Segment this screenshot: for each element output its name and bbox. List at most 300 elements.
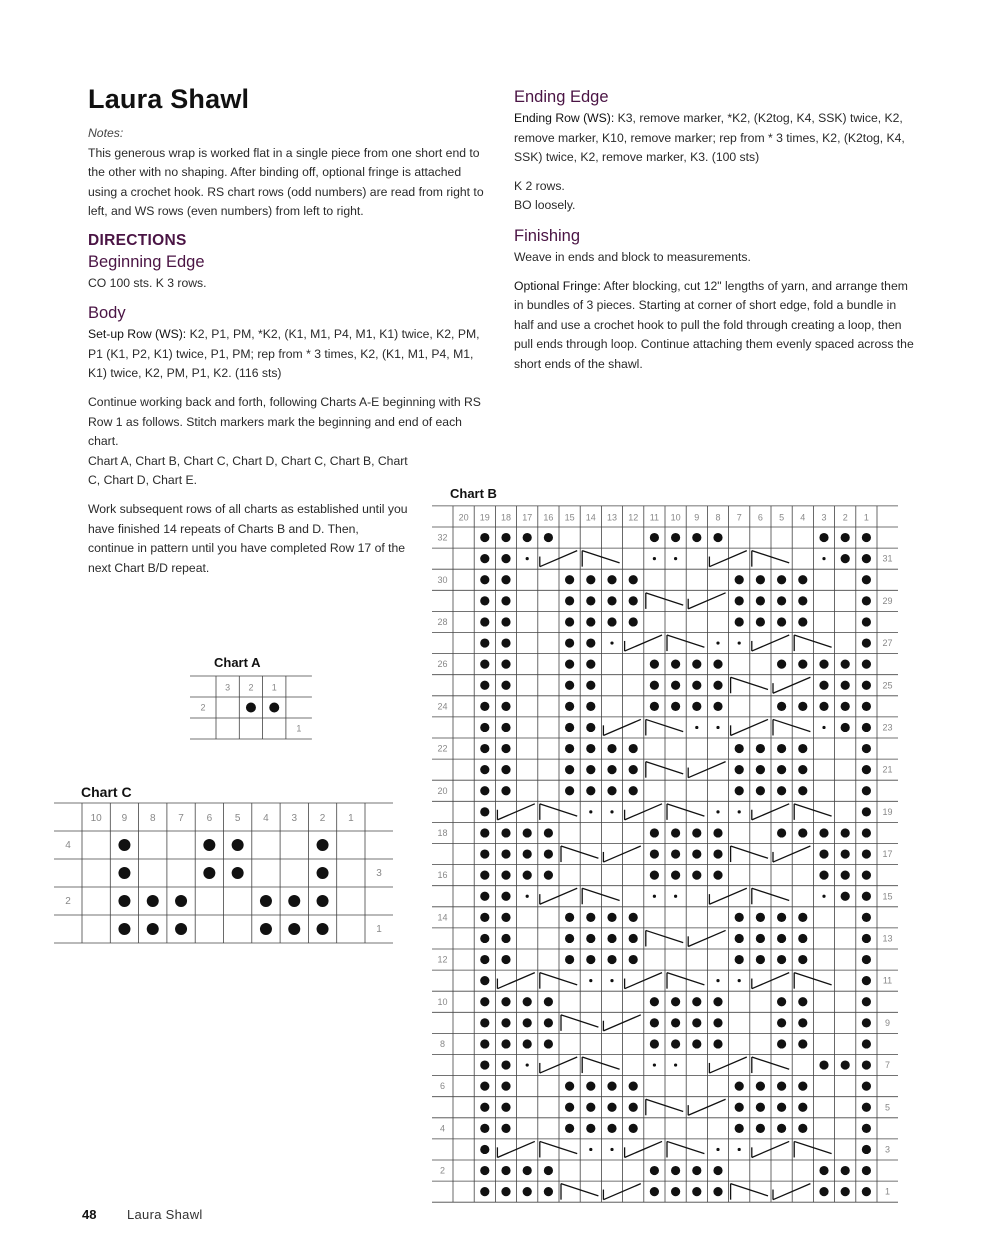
chart-c-col-label: 3 (291, 813, 298, 824)
chart-b-purl-dot (777, 765, 786, 774)
chart-b-purl-dot (841, 533, 850, 542)
chart-b-purl-dot (777, 744, 786, 753)
chart-b-col-label: 13 (606, 512, 618, 523)
chart-b-purl-dot (777, 596, 786, 605)
chart-b-purl-dot (777, 575, 786, 584)
chart-b-purl-dot (777, 997, 786, 1006)
chart-b-purl-dot (565, 913, 574, 922)
chart-b-yo-dot (674, 557, 677, 560)
chart-b-purl-dot (862, 786, 871, 795)
chart-b-purl-dot (565, 702, 574, 711)
chart-b-decrease-slant (773, 846, 810, 862)
chart-b-purl-dot (629, 617, 638, 626)
chart-b-purl-dot (841, 660, 850, 669)
chart-b-purl-dot (819, 681, 828, 690)
chart-b-purl-dot (841, 1060, 850, 1069)
chart-b-col-label: 4 (800, 512, 806, 523)
chart-b-purl-dot (586, 575, 595, 584)
chart-b-purl-dot (501, 828, 510, 837)
chart-b-yo-dot (674, 1063, 677, 1066)
chart-b-decrease-slant (625, 635, 662, 651)
chart-b-purl-dot (480, 1145, 489, 1154)
chart-b-purl-dot (565, 638, 574, 647)
chart-b-row-label: 4 (439, 1123, 446, 1134)
chart-b-purl-dot (862, 828, 871, 837)
chart-c-col-label: 2 (319, 813, 326, 824)
chart-b-purl-dot (798, 955, 807, 964)
chart-b-row-label: 18 (437, 827, 448, 838)
chart-b-yo-dot (738, 979, 741, 982)
chart-c-purl-dot (317, 895, 329, 907)
chart-c-purl-dot (288, 923, 300, 935)
chart-a-col-label: 1 (271, 682, 277, 693)
chart-b-purl-dot (501, 1124, 510, 1133)
chart-a-title: Chart A (214, 655, 261, 670)
chart-b-row-label: 20 (437, 785, 448, 796)
chart-b-purl-dot (480, 1082, 489, 1091)
chart-b-purl-dot (565, 617, 574, 626)
chart-b-yo-dot (526, 895, 529, 898)
chart-b-purl-dot (735, 786, 744, 795)
setup-row-text: K2, P1, PM, *K2, (K1, M1, P4, M1, K1) twice, K2, PM, P1 (K1, P2, K1) twice, P1, PM; rep from * 3 times, K2, (K1, M1, P4, M1, K1) twice, K2, PM, P1, K2. (116 sts) (88, 327, 480, 381)
chart-c-purl-dot (118, 867, 130, 879)
setup-row-label: Set-up Row (WS): (88, 327, 187, 342)
chart-b-purl-dot (501, 871, 510, 880)
chart-b-purl-dot (841, 554, 850, 563)
chart-b-purl-dot (480, 1124, 489, 1133)
running-footer: Laura Shawl (127, 1207, 203, 1222)
chart-b-row-label: 2 (439, 1165, 446, 1176)
chart-b-purl-dot (523, 1187, 532, 1196)
chart-b-yo-dot (695, 726, 698, 729)
chart-b-purl-dot (798, 786, 807, 795)
chart-b-purl-dot (629, 913, 638, 922)
chart-b-purl-dot (862, 976, 871, 985)
chart-b-purl-dot (650, 849, 659, 858)
chart-b-decrease-slant (603, 846, 640, 862)
chart-b-decrease-slant (646, 930, 683, 942)
chart-b-purl-dot (501, 1187, 510, 1196)
chart-b-purl-dot (735, 955, 744, 964)
chart-b-purl-dot (501, 934, 510, 943)
chart-b-purl-dot (756, 596, 765, 605)
chart-b-row-label: 3 (884, 1144, 891, 1155)
chart-b-decrease-slant (688, 762, 725, 778)
chart-b-purl-dot (671, 702, 680, 711)
chart-b-row-label: 27 (882, 638, 893, 649)
chart-b-purl-dot (650, 681, 659, 690)
chart-b-purl-dot (862, 955, 871, 964)
chart-b-purl-dot (735, 617, 744, 626)
chart-b-purl-dot (713, 997, 722, 1006)
chart-b-decrease-slant (561, 1184, 598, 1196)
chart-b-purl-dot (650, 1018, 659, 1027)
chart-b-purl-dot (841, 681, 850, 690)
chart-b-purl-dot (735, 1103, 744, 1112)
chart-b-purl-dot (501, 702, 510, 711)
chart-b-decrease-slant (646, 719, 683, 731)
chart-b-yo-dot (738, 1148, 741, 1151)
chart-b-purl-dot (756, 617, 765, 626)
chart-b-purl-dot (777, 617, 786, 626)
chart-b-purl-dot (671, 849, 680, 858)
chart-b-purl-dot (586, 1082, 595, 1091)
chart-b-decrease-slant (497, 1141, 534, 1157)
chart-b-purl-dot (735, 913, 744, 922)
chart-b-purl-dot (862, 1166, 871, 1175)
chart-b-purl-dot (671, 1039, 680, 1048)
chart-b-decrease-slant (794, 973, 831, 985)
chart-b-yo-dot (610, 810, 613, 813)
chart-b-row-label: 17 (882, 849, 893, 860)
chart-b-row-label: 25 (882, 680, 893, 691)
chart-b-purl-dot (692, 871, 701, 880)
chart-b-decrease-slant (731, 719, 768, 735)
chart-b-yo-dot (716, 979, 719, 982)
chart-b-decrease-slant (561, 1015, 598, 1027)
chart-b-purl-dot (798, 1124, 807, 1133)
chart-b-purl-dot (607, 596, 616, 605)
chart-b-purl-dot (480, 1103, 489, 1112)
chart-b-row-label: 22 (437, 743, 448, 754)
chart-b-decrease-slant (540, 551, 577, 567)
chart-b-yo-dot (716, 810, 719, 813)
chart-a-col-label: 2 (248, 682, 254, 693)
chart-b-purl-dot (862, 723, 871, 732)
chart-b-purl-dot (798, 660, 807, 669)
chart-b-row-label: 30 (437, 574, 448, 585)
chart-b-yo-dot (716, 1148, 719, 1151)
chart-b-decrease-slant (582, 551, 619, 563)
chart-b-col-label: 15 (564, 512, 575, 523)
chart-b-purl-dot (862, 997, 871, 1006)
chart-b-yo-dot (822, 557, 825, 560)
chart-b-purl-dot (480, 997, 489, 1006)
chart-b-purl-dot (671, 1187, 680, 1196)
chart-b-decrease-slant (667, 635, 704, 647)
chart-b-col-label: 17 (522, 512, 533, 523)
chart-b-purl-dot (480, 976, 489, 985)
chart-b-purl-dot (501, 1166, 510, 1175)
chart-b-purl-dot (480, 596, 489, 605)
chart-b-col-label: 19 (479, 512, 490, 523)
chart-b-yo-dot (653, 895, 656, 898)
chart-b-group (432, 506, 898, 1202)
chart-b-purl-dot (586, 786, 595, 795)
chart-b-row-label: 9 (884, 1017, 891, 1028)
chart-b-purl-dot (607, 1082, 616, 1091)
chart-b-purl-dot (501, 596, 510, 605)
chart-b-purl-dot (480, 1187, 489, 1196)
chart-b-purl-dot (735, 1082, 744, 1091)
chart-c-purl-dot (288, 895, 300, 907)
subsequent-text: Work subsequent rows of all charts as established until you have finished 14 repeats of Charts B and D. Then, continue in pattern until you have completed Row 17 of the next Chart B/D repeat. (88, 501, 408, 575)
directions-heading: DIRECTIONS (88, 231, 187, 249)
chart-b-purl-dot (862, 1103, 871, 1112)
chart-b-yo-dot (610, 979, 613, 982)
chart-b-purl-dot (480, 849, 489, 858)
chart-b-purl-dot (565, 723, 574, 732)
chart-b-purl-dot (713, 681, 722, 690)
chart-b-purl-dot (862, 554, 871, 563)
chart-b-purl-dot (862, 660, 871, 669)
chart-b-purl-dot (544, 997, 553, 1006)
chart-c-purl-dot (203, 867, 215, 879)
chart-b-purl-dot (544, 849, 553, 858)
chart-b-purl-dot (607, 765, 616, 774)
fringe-label: Optional Fringe: (514, 278, 601, 293)
chart-b-purl-dot (629, 1082, 638, 1091)
chart-b-purl-dot (586, 638, 595, 647)
chart-b-purl-dot (629, 1103, 638, 1112)
chart-b-purl-dot (501, 638, 510, 647)
chart-a-purl-dot (269, 703, 279, 713)
chart-c-row-label: 2 (65, 896, 71, 907)
chart-b-purl-dot (798, 1103, 807, 1112)
chart-b-purl-dot (480, 723, 489, 732)
chart-b-purl-dot (544, 871, 553, 880)
chart-b-decrease-slant (709, 888, 746, 904)
chart-b-col-label: 18 (500, 512, 512, 523)
chart-b-purl-dot (862, 1187, 871, 1196)
chart-b-decrease-slant (603, 1015, 640, 1031)
page-number: 48 (82, 1207, 97, 1222)
chart-b-purl-dot (544, 1166, 553, 1175)
chart-b-purl-dot (713, 660, 722, 669)
chart-b-purl-dot (544, 1187, 553, 1196)
ending-edge-heading: Ending Edge (514, 88, 609, 106)
chart-b-row-label: 32 (437, 532, 448, 543)
chart-b-decrease-slant (752, 804, 789, 820)
chart-b-purl-dot (501, 1103, 510, 1112)
chart-b-purl-dot (523, 1166, 532, 1175)
chart-b-purl-dot (586, 702, 595, 711)
chart-b-purl-dot (756, 913, 765, 922)
chart-b-decrease-slant (603, 1184, 640, 1200)
chart-b-purl-dot (819, 1166, 828, 1175)
chart-b-purl-dot (713, 871, 722, 880)
chart-b-purl-dot (798, 913, 807, 922)
chart-b-purl-dot (480, 955, 489, 964)
chart-b-col-label: 3 (821, 512, 827, 523)
chart-b-purl-dot (671, 681, 680, 690)
chart-b-decrease-slant (773, 677, 810, 693)
chart-b-decrease-slant (497, 973, 534, 989)
chart-b-purl-dot (798, 934, 807, 943)
chart-b-decrease-slant (731, 677, 768, 689)
chart-b-purl-dot (650, 871, 659, 880)
chart-b-decrease-slant (646, 593, 683, 605)
chart-b-purl-dot (735, 744, 744, 753)
chart-b-decrease-slant (731, 1184, 768, 1196)
chart-b-purl-dot (777, 934, 786, 943)
chart-b-row-label: 1 (884, 1186, 891, 1197)
chart-b-purl-dot (629, 596, 638, 605)
chart-b-purl-dot (480, 681, 489, 690)
chart-b-purl-dot (713, 849, 722, 858)
notes-label: Notes: (88, 126, 124, 140)
bind-off-text: BO loosely. (514, 198, 576, 213)
notes-text: This generous wrap is worked flat in a single piece from one short end to the other with no shaping. After binding off, optional fringe is attached using a crochet hook. RS chart rows (odd numbers) are read from right to left, and WS rows (even numbers) from left to right. (88, 145, 484, 219)
chart-b-row-label: 11 (882, 975, 893, 986)
chart-b-purl-dot (692, 849, 701, 858)
chart-b-purl-dot (629, 955, 638, 964)
chart-c-purl-dot (118, 923, 130, 935)
chart-b-decrease-slant (688, 930, 725, 946)
chart-c-purl-dot (175, 895, 187, 907)
chart-b-row-label: 19 (882, 806, 893, 817)
chart-b-purl-dot (819, 533, 828, 542)
chart-b-purl-dot (819, 702, 828, 711)
chart-b-purl-dot (777, 702, 786, 711)
chart-b-purl-dot (607, 1103, 616, 1112)
chart-c-col-label: 8 (149, 813, 156, 824)
chart-b-purl-dot (756, 786, 765, 795)
chart-b-purl-dot (841, 702, 850, 711)
chart-c-row-label: 4 (65, 840, 71, 851)
chart-b-purl-dot (523, 997, 532, 1006)
chart-b-purl-dot (841, 871, 850, 880)
chart-b-purl-dot (480, 744, 489, 753)
chart-b-decrease-slant (582, 1057, 619, 1069)
chart-b-purl-dot (692, 997, 701, 1006)
chart-b-yo-dot (822, 895, 825, 898)
chart-b-row-label: 28 (437, 616, 448, 627)
chart-b-yo-dot (589, 1148, 592, 1151)
chart-b-purl-dot (565, 934, 574, 943)
chart-b-purl-dot (862, 596, 871, 605)
chart-b-purl-dot (480, 807, 489, 816)
chart-b-yo-dot (653, 1063, 656, 1066)
chart-b-row-label: 21 (882, 764, 893, 775)
chart-b-purl-dot (607, 1124, 616, 1133)
chart-b-purl-dot (798, 596, 807, 605)
chart-b-purl-dot (862, 533, 871, 542)
fringe-text: After blocking, cut 12" lengths of yarn, and arrange them in bundles of 3 pieces. Starting at corner of short edge, fold a bundle in half and use a crochet hook to pull the fold through creating a loop, then pull ends through loop. Continue attaching them evenly spaced across the short ends of the shawl. (514, 278, 914, 371)
chart-b-decrease-slant (667, 1141, 704, 1153)
chart-b-purl-dot (650, 660, 659, 669)
chart-b-purl-dot (798, 617, 807, 626)
chart-b-purl-dot (480, 533, 489, 542)
chart-b-purl-dot (523, 828, 532, 837)
chart-a-row-label: 2 (200, 702, 206, 713)
chart-b-purl-dot (523, 871, 532, 880)
chart-b-decrease-slant (540, 1057, 577, 1073)
chart-b-purl-dot (480, 638, 489, 647)
chart-b-purl-dot (671, 997, 680, 1006)
chart-b-purl-dot (480, 786, 489, 795)
chart-b-purl-dot (565, 1124, 574, 1133)
chart-b-purl-dot (544, 1018, 553, 1027)
chart-c-purl-dot (232, 839, 244, 851)
chart-b-yo-dot (716, 641, 719, 644)
chart-c-purl-dot (317, 867, 329, 879)
chart-c-group (54, 803, 393, 943)
chart-b-purl-dot (480, 765, 489, 774)
chart-b-purl-dot (629, 1124, 638, 1133)
chart-c-col-label: 1 (348, 813, 354, 824)
chart-b-purl-dot (735, 934, 744, 943)
chart-b-purl-dot (692, 828, 701, 837)
chart-b-purl-dot (777, 1103, 786, 1112)
chart-b-purl-dot (480, 575, 489, 584)
chart-b-purl-dot (692, 681, 701, 690)
chart-b-purl-dot (671, 533, 680, 542)
chart-b-col-label: 9 (694, 512, 700, 523)
chart-b-purl-dot (565, 681, 574, 690)
chart-b-purl-dot (756, 934, 765, 943)
chart-b-purl-dot (862, 617, 871, 626)
chart-b-purl-dot (777, 660, 786, 669)
chart-b-purl-dot (819, 871, 828, 880)
ending-row-label: Ending Row (WS): (514, 111, 615, 125)
chart-b-purl-dot (862, 638, 871, 647)
chart-b-purl-dot (480, 660, 489, 669)
chart-b-purl-dot (501, 1082, 510, 1091)
chart-b-purl-dot (841, 1166, 850, 1175)
chart-b-decrease-slant (688, 1099, 725, 1115)
chart-b-purl-dot (586, 1124, 595, 1133)
chart-b-purl-dot (565, 1082, 574, 1091)
chart-b-row-label: 14 (437, 912, 448, 923)
chart-b-decrease-slant (625, 804, 662, 820)
chart-c-purl-dot (118, 895, 130, 907)
chart-b-decrease-slant (646, 1099, 683, 1111)
chart-b-purl-dot (586, 934, 595, 943)
chart-b-decrease-slant (794, 635, 831, 647)
chart-b-purl-dot (607, 934, 616, 943)
chart-c-col-label: 10 (90, 813, 102, 824)
chart-b-decrease-slant (709, 1057, 746, 1073)
chart-b-purl-dot (713, 1039, 722, 1048)
chart-b-decrease-slant (582, 888, 619, 900)
chart-b-row-label: 26 (437, 659, 448, 670)
chart-b-purl-dot (523, 533, 532, 542)
chart-b-purl-dot (501, 554, 510, 563)
chart-b-purl-dot (523, 1039, 532, 1048)
chart-b-yo-dot (589, 979, 592, 982)
chart-b-purl-dot (650, 1187, 659, 1196)
chart-c-purl-dot (203, 839, 215, 851)
chart-b-purl-dot (565, 765, 574, 774)
chart-b-purl-dot (650, 702, 659, 711)
chart-b-decrease-slant (773, 1184, 810, 1200)
chart-b-purl-dot (841, 849, 850, 858)
chart-b-row-label: 8 (439, 1038, 446, 1049)
chart-b-purl-dot (798, 1082, 807, 1091)
chart-b-purl-dot (501, 1039, 510, 1048)
chart-b-purl-dot (862, 575, 871, 584)
chart-c-purl-dot (147, 923, 159, 935)
body-heading: Body (88, 304, 126, 323)
chart-b-decrease-slant (773, 719, 810, 731)
chart-b-purl-dot (862, 765, 871, 774)
chart-b-purl-dot (692, 1018, 701, 1027)
chart-b-purl-dot (565, 660, 574, 669)
chart-b-purl-dot (650, 997, 659, 1006)
chart-b-purl-dot (480, 702, 489, 711)
chart-b-purl-dot (671, 1166, 680, 1175)
chart-b-purl-dot (607, 913, 616, 922)
chart-b-decrease-slant (752, 551, 789, 563)
chart-b-purl-dot (501, 533, 510, 542)
chart-b-row-label: 15 (882, 891, 893, 902)
chart-c-col-label: 7 (178, 813, 184, 824)
chart-b-col-label: 11 (649, 512, 660, 523)
ending-row-text: K3, remove marker, *K2, (K2tog, K4, SSK) twice, K2, remove marker, K10, remove marker; rep from * 3 times, K2, (K2tog, K4, SSK) twice, K2, remove marker, K3. (100 sts) (514, 111, 905, 165)
chart-c-col-label: 5 (234, 813, 241, 824)
chart-b-yo-dot (738, 641, 741, 644)
